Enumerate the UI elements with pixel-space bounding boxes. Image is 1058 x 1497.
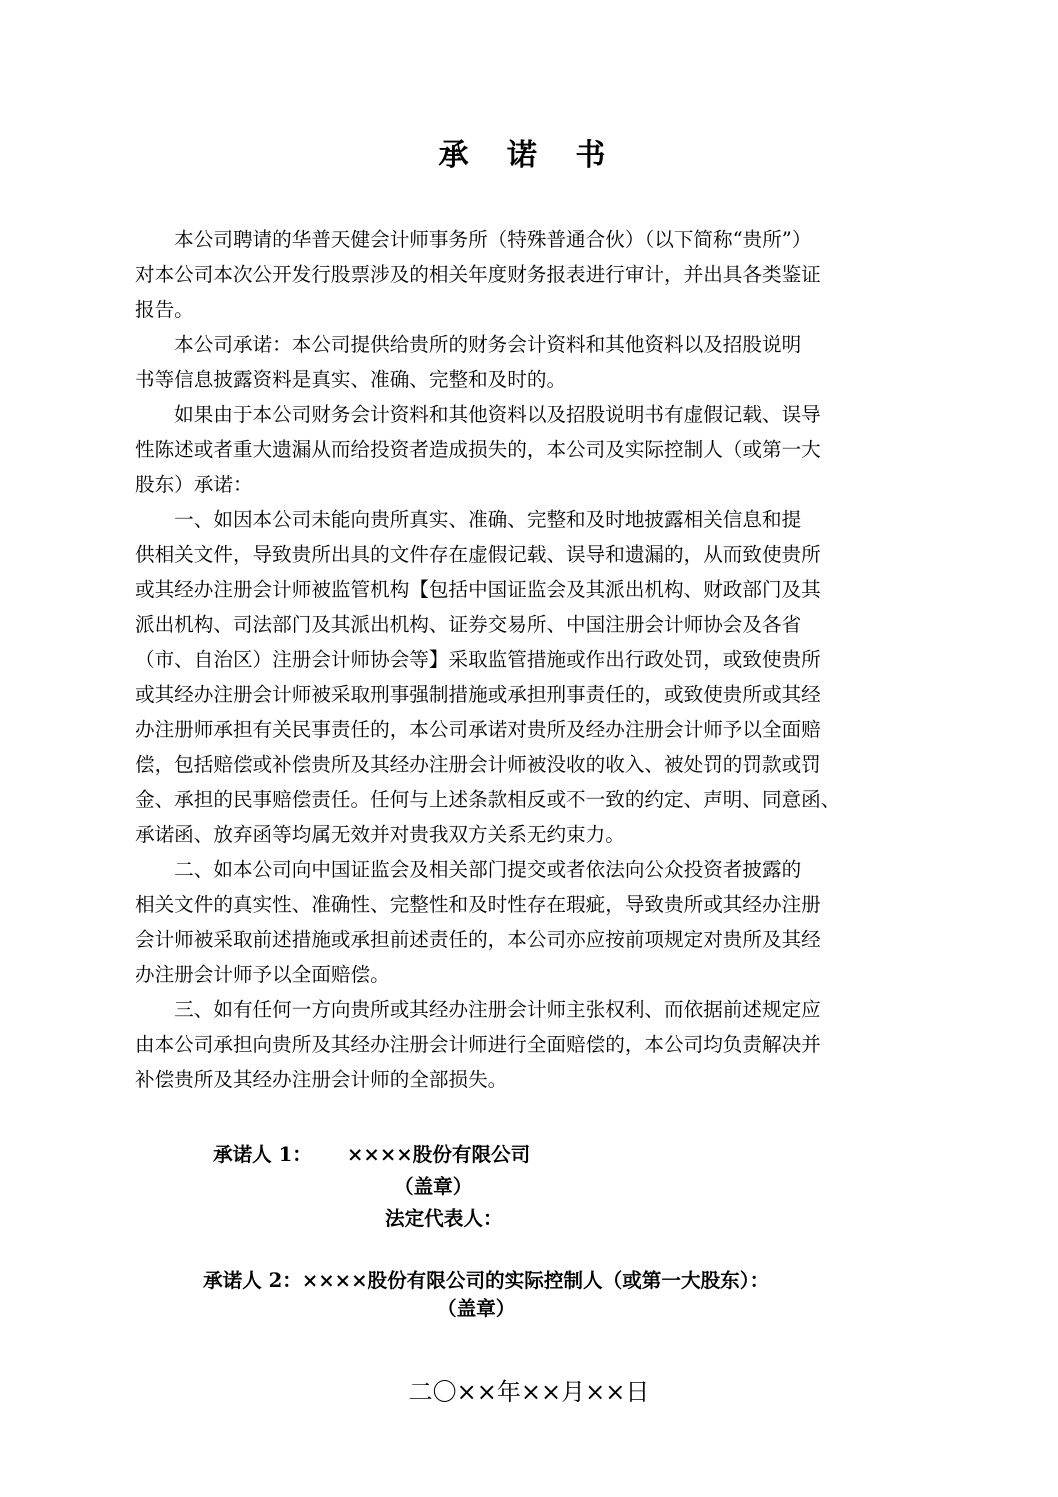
- body-line: 会计师被采取前述措施或承担前述责任的，本公司亦应按前项规定对贵所及其经: [135, 928, 821, 951]
- body-line: 或其经办注册会计师被监管机构【包括中国证监会及其派出机构、财政部门及其: [135, 578, 821, 601]
- signatory1-legal-rep: 法定代表人：: [385, 1207, 503, 1230]
- body-line: 如果由于本公司财务会计资料和其他资料以及招股说明书有虚假记载、误导: [135, 403, 821, 426]
- body-line: 一、如因本公司未能向贵所真实、准确、完整和及时地披露相关信息和提: [135, 508, 802, 531]
- signatory2-label: 承诺人 2：××××股份有限公司的实际控制人（或第一大股东）：: [203, 1269, 770, 1292]
- body-line: 金、承担的民事赔偿责任。任何与上述条款相反或不一致的约定、声明、同意函、: [135, 788, 841, 811]
- body-line: 补偿贵所及其经办注册会计师的全部损失。: [135, 1068, 508, 1091]
- body-line: （市、自治区）注册会计师协会等】采取监管措施或作出行政处罚，或致使贵所: [135, 648, 821, 671]
- body-line: 报告。: [135, 298, 194, 321]
- document-date: 二〇××年××月××日: [408, 1378, 650, 1406]
- signatory1-seal: （盖章）: [394, 1175, 473, 1198]
- body-line: 由本公司承担向贵所及其经办注册会计师进行全面赔偿的，本公司均负责解决并: [135, 1033, 821, 1056]
- body-line: 办注册会计师予以全面赔偿。: [135, 963, 390, 986]
- signatory1-label: 承诺人 1：: [213, 1143, 312, 1166]
- document-body: [135, 222, 903, 1097]
- body-line: 偿，包括赔偿或补偿贵所及其经办注册会计师被没收的收入、被处罚的罚款或罚: [135, 753, 821, 776]
- body-line: 对本公司本次公开发行股票涉及的相关年度财务报表进行审计，并出具各类鉴证: [135, 263, 821, 286]
- body-line: 相关文件的真实性、准确性、完整性和及时性存在瑕疵，导致贵所或其经办注册: [135, 893, 821, 916]
- body-line: 派出机构、司法部门及其派出机构、证券交易所、中国注册会计师协会及各省: [135, 613, 802, 636]
- body-line: 三、如有任何一方向贵所或其经办注册会计师主张权利、而依据前述规定应: [135, 998, 821, 1021]
- signatory2-seal: （盖章）: [437, 1297, 516, 1320]
- document-title: 承 诺 书: [438, 138, 620, 173]
- body-line: 股东）承诺：: [135, 473, 253, 496]
- body-line: 本公司承诺：本公司提供给贵所的财务会计资料和其他资料以及招股说明: [135, 333, 802, 356]
- body-line: 或其经办注册会计师被采取刑事强制措施或承担刑事责任的，或致使贵所或其经: [135, 683, 821, 706]
- body-line: 承诺函、放弃函等均属无效并对贵我双方关系无约束力。: [135, 823, 625, 846]
- body-line: 书等信息披露资料是真实、准确、完整和及时的。: [135, 368, 567, 391]
- body-line: 二、如本公司向中国证监会及相关部门提交或者依法向公众投资者披露的: [135, 858, 802, 881]
- body-line: 性陈述或者重大遗漏从而给投资者造成损失的，本公司及实际控制人（或第一大: [135, 438, 821, 461]
- body-line: 办注册师承担有关民事责任的，本公司承诺对贵所及经办注册会计师予以全面赔: [135, 718, 821, 741]
- body-line: 本公司聘请的华普天健会计师事务所（特殊普通合伙）（以下简称“贵所”）: [135, 228, 812, 251]
- signatory1-company: ××××股份有限公司: [347, 1143, 531, 1166]
- body-line: 供相关文件，导致贵所出具的文件存在虚假记载、误导和遗漏的，从而致使贵所: [135, 543, 821, 566]
